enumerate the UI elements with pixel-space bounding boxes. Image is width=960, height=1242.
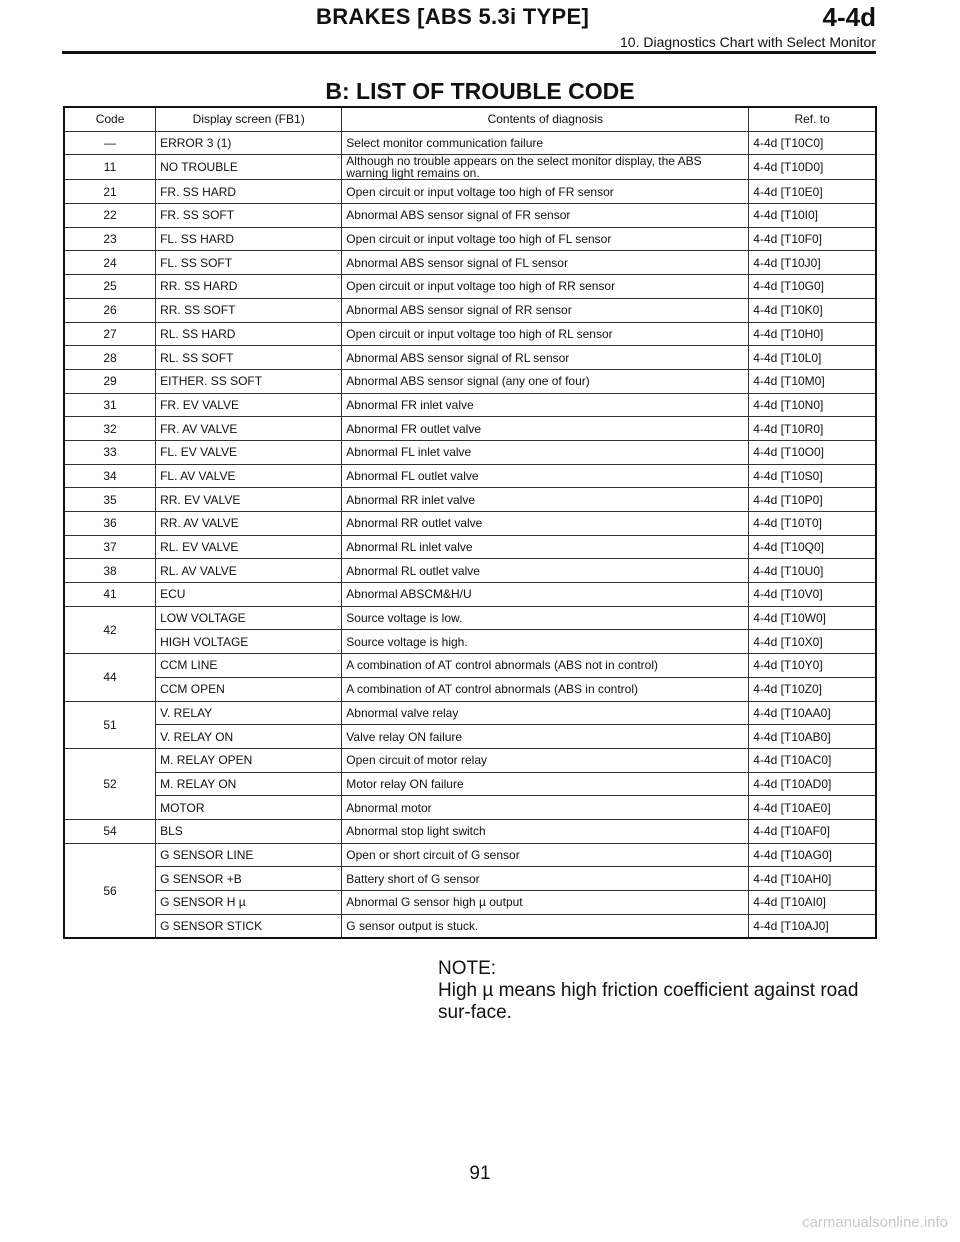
- cell-ref: 4-4d [T10D0]: [749, 155, 876, 180]
- cell-code: 23: [64, 227, 156, 251]
- cell-display-screen: EITHER. SS SOFT: [156, 369, 342, 393]
- cell-code: 42: [64, 606, 156, 653]
- cell-display-screen: RR. AV VALVE: [156, 512, 342, 536]
- cell-ref: 4-4d [T10C0]: [749, 131, 876, 155]
- cell-contents: Abnormal ABS sensor signal (any one of four): [342, 369, 749, 393]
- table-row: [64, 155, 876, 180]
- cell-code: 29: [64, 369, 156, 393]
- cell-contents: Battery short of G sensor: [342, 867, 749, 891]
- table-row: [64, 891, 876, 915]
- table-body: [64, 131, 876, 938]
- cell-contents: Open or short circuit of G sensor: [342, 843, 749, 867]
- cell-code: 56: [64, 843, 156, 938]
- table-row: [64, 440, 876, 464]
- cell-code: 44: [64, 654, 156, 701]
- table-row: [64, 298, 876, 322]
- cell-contents: Open circuit or input voltage too high of RR sensor: [342, 275, 749, 299]
- cell-display-screen: RL. SS HARD: [156, 322, 342, 346]
- cell-code: 38: [64, 559, 156, 583]
- cell-ref: 4-4d [T10M0]: [749, 369, 876, 393]
- cell-contents: Open circuit or input voltage too high of FR sensor: [342, 180, 749, 204]
- cell-ref: 4-4d [T10N0]: [749, 393, 876, 417]
- table-row: [64, 748, 876, 772]
- note-text: High µ means high friction coefficient against road sur-face.: [438, 980, 859, 1023]
- cell-code: 27: [64, 322, 156, 346]
- table-row: [64, 677, 876, 701]
- cell-contents: Abnormal valve relay: [342, 701, 749, 725]
- cell-contents: Abnormal RL inlet valve: [342, 535, 749, 559]
- cell-display-screen: ERROR 3 (1): [156, 131, 342, 155]
- cell-display-screen: MOTOR: [156, 796, 342, 820]
- cell-display-screen: FR. SS SOFT: [156, 204, 342, 228]
- cell-ref: 4-4d [T10AG0]: [749, 843, 876, 867]
- cell-display-screen: G SENSOR LINE: [156, 843, 342, 867]
- cell-display-screen: RR. EV VALVE: [156, 488, 342, 512]
- cell-code: 51: [64, 701, 156, 748]
- table-row: [64, 701, 876, 725]
- cell-ref: 4-4d [T10K0]: [749, 298, 876, 322]
- cell-contents: Abnormal FL inlet valve: [342, 440, 749, 464]
- cell-code: 52: [64, 748, 156, 819]
- cell-ref: 4-4d [T10U0]: [749, 559, 876, 583]
- cell-contents: Abnormal motor: [342, 796, 749, 820]
- cell-display-screen: M. RELAY OPEN: [156, 748, 342, 772]
- cell-ref: 4-4d [T10AB0]: [749, 725, 876, 749]
- manual-section-title: BRAKES [ABS 5.3i TYPE]: [316, 4, 590, 29]
- cell-contents: Abnormal RR inlet valve: [342, 488, 749, 512]
- cell-display-screen: RR. SS HARD: [156, 275, 342, 299]
- cell-contents: Select monitor communication failure: [342, 131, 749, 155]
- table-row: [64, 772, 876, 796]
- cell-ref: 4-4d [T10AC0]: [749, 748, 876, 772]
- table-row: [64, 275, 876, 299]
- cell-code: 26: [64, 298, 156, 322]
- cell-contents: A combination of AT control abnormals (ABS not in control): [342, 654, 749, 678]
- cell-display-screen: CCM LINE: [156, 654, 342, 678]
- cell-code: 37: [64, 535, 156, 559]
- cell-code: 41: [64, 583, 156, 607]
- cell-code: 11: [64, 155, 156, 180]
- header-display-screen: Display screen (FB1): [156, 107, 342, 131]
- cell-ref: 4-4d [T10AJ0]: [749, 914, 876, 938]
- cell-contents: Abnormal ABS sensor signal of RL sensor: [342, 346, 749, 370]
- cell-ref: 4-4d [T10AA0]: [749, 701, 876, 725]
- cell-ref: 4-4d [T10AE0]: [749, 796, 876, 820]
- cell-display-screen: FL. SS SOFT: [156, 251, 342, 275]
- table-row: [64, 725, 876, 749]
- cell-ref: 4-4d [T10AD0]: [749, 772, 876, 796]
- table-row: [64, 322, 876, 346]
- cell-contents: Source voltage is low.: [342, 606, 749, 630]
- cell-code: 54: [64, 819, 156, 843]
- manual-subsection-title: 10. Diagnostics Chart with Select Monitor: [620, 34, 876, 50]
- cell-code: 35: [64, 488, 156, 512]
- cell-display-screen: RL. EV VALVE: [156, 535, 342, 559]
- cell-display-screen: G SENSOR H µ: [156, 891, 342, 915]
- cell-display-screen: LOW VOLTAGE: [156, 606, 342, 630]
- cell-contents: Abnormal ABS sensor signal of FL sensor: [342, 251, 749, 275]
- cell-code: 36: [64, 512, 156, 536]
- table-row: [64, 131, 876, 155]
- cell-display-screen: FL. AV VALVE: [156, 464, 342, 488]
- page-number: 91: [469, 1163, 491, 1184]
- manual-section-code: 4-4d: [822, 2, 876, 32]
- cell-display-screen: G SENSOR +B: [156, 867, 342, 891]
- cell-contents: Although no trouble appears on the select monitor display, the ABS warning light remains on.: [342, 155, 749, 180]
- cell-display-screen: V. RELAY ON: [156, 725, 342, 749]
- table-row: [64, 796, 876, 820]
- cell-contents: Abnormal FL outlet valve: [342, 464, 749, 488]
- cell-ref: 4-4d [T10R0]: [749, 417, 876, 441]
- cell-display-screen: FL. SS HARD: [156, 227, 342, 251]
- cell-contents: Abnormal ABS sensor signal of RR sensor: [342, 298, 749, 322]
- table-row: [64, 251, 876, 275]
- cell-contents: Open circuit of motor relay: [342, 748, 749, 772]
- cell-ref: 4-4d [T10S0]: [749, 464, 876, 488]
- cell-code: 25: [64, 275, 156, 299]
- cell-ref: 4-4d [T10T0]: [749, 512, 876, 536]
- table-row: [64, 654, 876, 678]
- header-ref: Ref. to: [749, 107, 876, 131]
- table-row: [64, 606, 876, 630]
- trouble-code-table: [63, 106, 877, 939]
- cell-contents: Source voltage is high.: [342, 630, 749, 654]
- cell-contents: Abnormal stop light switch: [342, 819, 749, 843]
- cell-display-screen: ECU: [156, 583, 342, 607]
- cell-contents: A combination of AT control abnormals (ABS in control): [342, 677, 749, 701]
- cell-code: 32: [64, 417, 156, 441]
- cell-display-screen: RL. SS SOFT: [156, 346, 342, 370]
- table-row: [64, 346, 876, 370]
- cell-ref: 4-4d [T10V0]: [749, 583, 876, 607]
- header-rule: [62, 51, 876, 54]
- cell-display-screen: NO TROUBLE: [156, 155, 342, 180]
- table-row: [64, 914, 876, 938]
- cell-code: 31: [64, 393, 156, 417]
- cell-ref: 4-4d [T10O0]: [749, 440, 876, 464]
- cell-ref: 4-4d [T10H0]: [749, 322, 876, 346]
- cell-ref: 4-4d [T10Z0]: [749, 677, 876, 701]
- cell-ref: 4-4d [T10G0]: [749, 275, 876, 299]
- note: [438, 958, 878, 1024]
- table-row: [64, 417, 876, 441]
- cell-code: 33: [64, 440, 156, 464]
- cell-ref: 4-4d [T10AI0]: [749, 891, 876, 915]
- table-header-row: [64, 107, 876, 131]
- cell-ref: 4-4d [T10W0]: [749, 606, 876, 630]
- cell-ref: 4-4d [T10Q0]: [749, 535, 876, 559]
- table-row: [64, 464, 876, 488]
- table-row: [64, 393, 876, 417]
- table-row: [64, 204, 876, 228]
- table-row: [64, 583, 876, 607]
- cell-contents: Abnormal RL outlet valve: [342, 559, 749, 583]
- cell-code: 21: [64, 180, 156, 204]
- cell-ref: 4-4d [T10AH0]: [749, 867, 876, 891]
- table-row: [64, 843, 876, 867]
- cell-code: 24: [64, 251, 156, 275]
- cell-code: —: [64, 131, 156, 155]
- cell-display-screen: FR. AV VALVE: [156, 417, 342, 441]
- cell-code: 28: [64, 346, 156, 370]
- table-row: [64, 512, 876, 536]
- table-row: [64, 535, 876, 559]
- cell-ref: 4-4d [T10J0]: [749, 251, 876, 275]
- cell-contents: Abnormal FR inlet valve: [342, 393, 749, 417]
- cell-contents: G sensor output is stuck.: [342, 914, 749, 938]
- cell-display-screen: RL. AV VALVE: [156, 559, 342, 583]
- note-label: NOTE:: [438, 958, 497, 979]
- cell-ref: 4-4d [T10Y0]: [749, 654, 876, 678]
- watermark: carmanualsonline.info: [802, 1214, 948, 1231]
- cell-contents: Abnormal ABSCM&H/U: [342, 583, 749, 607]
- cell-code: 34: [64, 464, 156, 488]
- cell-contents: Abnormal G sensor high µ output: [342, 891, 749, 915]
- cell-contents: Motor relay ON failure: [342, 772, 749, 796]
- cell-contents: Abnormal RR outlet valve: [342, 512, 749, 536]
- cell-display-screen: FL. EV VALVE: [156, 440, 342, 464]
- cell-display-screen: M. RELAY ON: [156, 772, 342, 796]
- cell-contents: Open circuit or input voltage too high of FL sensor: [342, 227, 749, 251]
- cell-display-screen: V. RELAY: [156, 701, 342, 725]
- cell-contents: Open circuit or input voltage too high of RL sensor: [342, 322, 749, 346]
- cell-ref: 4-4d [T10E0]: [749, 180, 876, 204]
- cell-display-screen: HIGH VOLTAGE: [156, 630, 342, 654]
- page-title: B: LIST OF TROUBLE CODE: [325, 78, 635, 104]
- header-code: Code: [64, 107, 156, 131]
- table-row: [64, 630, 876, 654]
- cell-ref: 4-4d [T10X0]: [749, 630, 876, 654]
- cell-display-screen: RR. SS SOFT: [156, 298, 342, 322]
- cell-display-screen: BLS: [156, 819, 342, 843]
- table-row: [64, 180, 876, 204]
- cell-contents: Abnormal FR outlet valve: [342, 417, 749, 441]
- cell-display-screen: G SENSOR STICK: [156, 914, 342, 938]
- header-contents: Contents of diagnosis: [342, 107, 749, 131]
- cell-code: 22: [64, 204, 156, 228]
- table-row: [64, 488, 876, 512]
- table-row: [64, 867, 876, 891]
- table-row: [64, 559, 876, 583]
- table-row: [64, 369, 876, 393]
- cell-ref: 4-4d [T10F0]: [749, 227, 876, 251]
- cell-display-screen: FR. SS HARD: [156, 180, 342, 204]
- table-row: [64, 227, 876, 251]
- table-row: [64, 819, 876, 843]
- cell-contents: Abnormal ABS sensor signal of FR sensor: [342, 204, 749, 228]
- cell-ref: 4-4d [T10I0]: [749, 204, 876, 228]
- cell-ref: 4-4d [T10L0]: [749, 346, 876, 370]
- cell-contents: Valve relay ON failure: [342, 725, 749, 749]
- cell-display-screen: FR. EV VALVE: [156, 393, 342, 417]
- cell-ref: 4-4d [T10P0]: [749, 488, 876, 512]
- cell-ref: 4-4d [T10AF0]: [749, 819, 876, 843]
- cell-display-screen: CCM OPEN: [156, 677, 342, 701]
